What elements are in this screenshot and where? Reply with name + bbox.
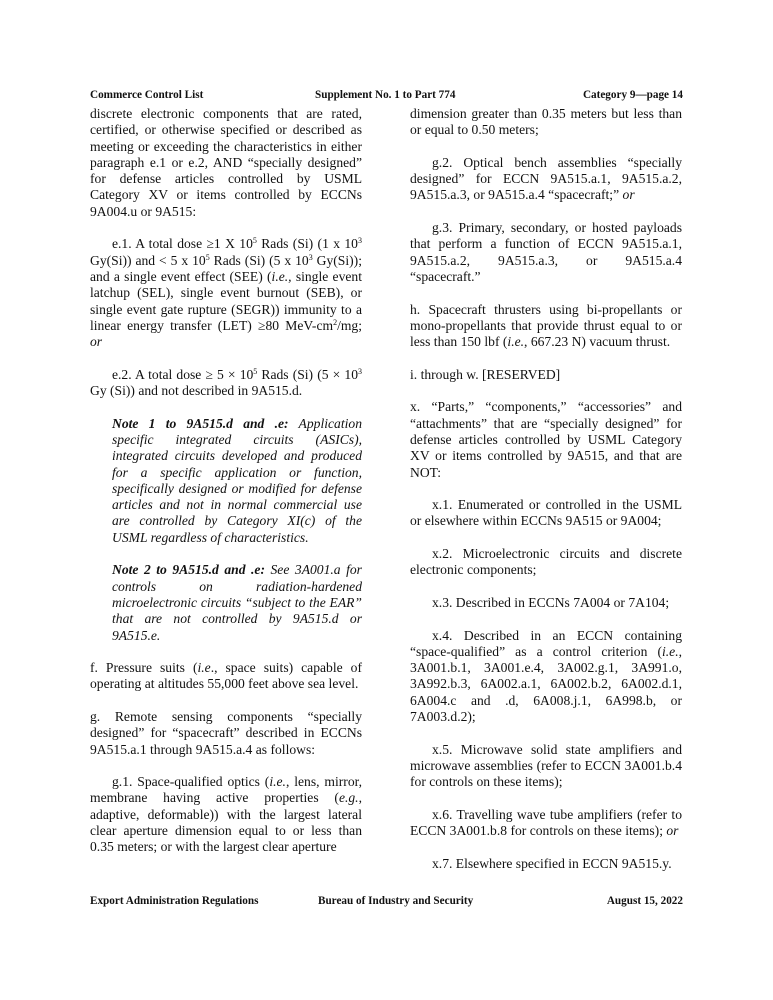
paragraph-h: h. Spacecraft thrusters using bi-propellants or mono-propellants that provide thrust equal to or less than 150 lbf (i.e., 667.23 N) vacuum thrust. [410, 301, 682, 350]
header-page-number: Category 9—page 14 [582, 89, 683, 101]
paragraph-g3: g.3. Primary, secondary, or hosted payloads that perform a function of ECCN 9A515.a.1, 9A515.a.2, 9A515.a.3, or 9A515.a.4 “spacecraft.” [410, 220, 682, 284]
paragraph-g2: g.2. Optical bench assemblies “specially designed” for ECCN 9A515.a.1, 9A515.a.2, 9A515.a.3, or 9A515.a.4 “spacecraft;” or [410, 154, 682, 203]
paragraph-i-through-w: i. through w. [RESERVED] [410, 366, 561, 382]
paragraph-f: f. Pressure suits (i.e., space suits) capable of operating at altitudes 55,000 feet above sea level. [90, 660, 362, 692]
paragraph-x1: x.1. Enumerated or controlled in the USML or elsewhere within ECCNs 9A515 or 9A004; [410, 497, 682, 529]
paragraph-e-intro: discrete electronic components that are rated, certified, or otherwise specified or described as meeting or exceeding the characteristics in either paragraph e.1 or e.2, AND “specially designed” for defense articles controlled by USML Category XV or items controlled by ECCNs 9A004.u or 9A515: [90, 106, 362, 219]
paragraph-e2: e.2. A total dose ≥ $5 \times 10^5$ Rads (Si) ($5 \times 10^3$ Gy (Si)) and not described in 9A515.d. [90, 366, 362, 399]
paragraph-g: g. Remote sensing components “specially designed” for “spacecraft” described in ECCNs 9A515.a.1 through 9A515.a.4 as follows: [90, 708, 362, 757]
paragraph-g1: g.1. Space-qualified optics (i.e., lens, mirror, membrane having active properties (e.g., adaptive, deformable)) with the largest lateral clear aperture dimension equal to or less than 0.35 meters; or with the largest clear aperture [90, 774, 362, 855]
header-document-title: Commerce Control List [90, 89, 204, 101]
paragraph-g1-continued: dimension greater than 0.35 meters but less than or equal to 0.50 meters; [410, 106, 682, 138]
footer-regulations: Export Administration Regulations [90, 895, 259, 907]
paragraph-x7: x.7. Elsewhere specified in ECCN 9A515.y. [432, 855, 672, 871]
paragraph-x: x. “Parts,” “components,” “accessories” and “attachments” that are “specially designed” for defense articles controlled by USML Category XV or items controlled by 9A515, and that are NOT: [410, 399, 682, 480]
paragraph-x5: x.5. Microwave solid state amplifiers and microwave assemblies (refer to ECCN 3A001.b.4 for controls on these items); [410, 741, 682, 790]
note-1: Note 1 to 9A515.d and .e: Application specific integrated circuits (ASICs), integrated circuits developed and produced for a specific application or function, specifically designed or modified for defense articles and not in normal commercial use are controlled by Category XI(c) of the USML regardless of characteristics. [112, 415, 362, 545]
footer-date: August 15, 2022 [606, 895, 683, 907]
note-2-label: Note 2 to 9A515.d and .e: [112, 562, 265, 578]
paragraph-e1: e.1. A total dose ≥1 X $10^5$ Rads (Si) (1 x $10^3$ Gy(Si)) and < 5 x $10^5$ Rads (Si) (5 x $10^3$ Gy(Si)); and a single event effect (SEE) (i.e., single event latchup (SEL), single event burnout (SEB), or single event gate rupture (SEGR)) immunity to a linear energy transfer (LET) ≥80 MeV-$cm^2/mg$; or [90, 236, 362, 350]
left-column [90, 106, 362, 872]
paragraph-x4: x.4. Described in an ECCN containing “space-qualified” as a control criterion (i.e., 3A001.b.1, 3A001.e.4, 3A002.g.1, 3A991.o, 3A992.b.3, 6A002.a.1, 6A002.b.2, 6A002.d.1, 6A004.c and .d, 6A008.j.1, 6A998.b, or 7A003.d.2); [410, 627, 682, 724]
note-1-label: Note 1 to 9A515.d and .e: [112, 415, 289, 431]
header-supplement: Supplement No. 1 to Part 774 [315, 89, 456, 101]
paragraph-x3: x.3. Described in ECCNs 7A004 or 7A104; [432, 594, 670, 610]
footer-bureau: Bureau of Industry and Security [318, 895, 474, 907]
paragraph-x6: x.6. Travelling wave tube amplifiers (refer to ECCN 3A001.b.8 for controls on these items); or [410, 806, 682, 839]
note-2: Note 2 to 9A515.d and .e: See 3A001.a for controls on radiation-hardened microelectronic circuits “subject to the EAR” that are not controlled by 9A515.d or 9A515.e. [112, 562, 362, 643]
paragraph-x2: x.2. Microelectronic circuits and discrete electronic components; [410, 546, 682, 578]
right-column [410, 106, 682, 888]
